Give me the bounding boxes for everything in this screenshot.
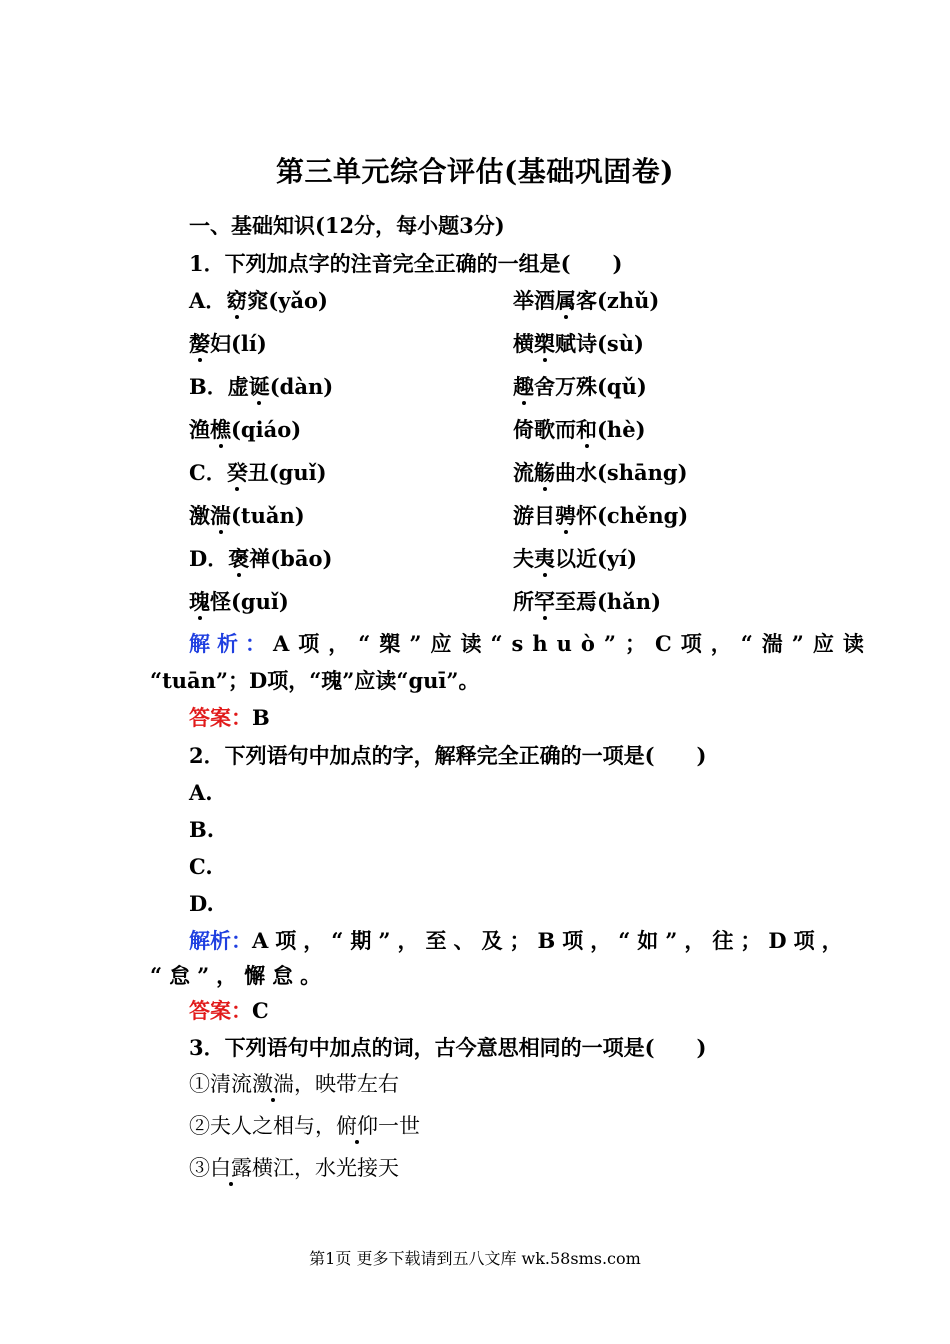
q3-item-3: ③白露横江，水光接天 xyxy=(189,1156,399,1180)
q1-option-c-2: 流觞曲水(shāng) xyxy=(513,460,688,485)
page-title: 第三单元综合评估(基础巩固卷) xyxy=(276,155,674,188)
q1-option-d-2: 夫夷以近(yí) xyxy=(513,546,638,571)
question-2-stem: 2．下列语句中加点的字，解释完全正确的一项是( ) xyxy=(189,743,707,768)
page-footer: 第1页 更多下载请到五八文库 wk.58sms.com xyxy=(309,1249,641,1268)
q3-item-1: ①清流激湍，映带左右 xyxy=(189,1072,399,1096)
q1-analysis-line-1: 解析：A项，“槊”应读“shuò”；C项，“湍”应读 xyxy=(189,631,873,656)
q1-option-a-4: 横槊赋诗(sù) xyxy=(513,331,644,356)
q1-option-c-1: C．癸丑(guǐ) xyxy=(189,460,327,485)
question-1-stem: 1．下列加点字的注音完全正确的一组是( ) xyxy=(189,251,623,276)
q1-option-a-2: 举酒属客(zhǔ) xyxy=(513,288,660,313)
q1-option-d-4: 所罕至焉(hǎn) xyxy=(513,589,662,614)
q2-analysis-line-1: 解析：A项，“期”，至、及；B项，“如”，往；D项， xyxy=(189,928,850,953)
q2-answer: 答案：C xyxy=(189,998,269,1023)
q1-option-b-1: B．虚诞(dàn) xyxy=(189,374,334,399)
q2-analysis-line-2: “怠”，懈怠。 xyxy=(150,963,329,988)
q1-option-d-3: 瑰怪(guǐ) xyxy=(189,589,289,614)
q3-item-2: ②夫人之相与，俯仰一世 xyxy=(189,1114,420,1138)
q1-option-d-1: D．褒禅(bāo) xyxy=(189,546,333,571)
section-heading: 一、基础知识(12分，每小题3分) xyxy=(189,213,505,238)
question-3-stem: 3．下列语句中加点的词，古今意思相同的一项是( ) xyxy=(189,1035,707,1060)
q1-option-b-4: 倚歌而和(hè) xyxy=(513,417,646,442)
q2-option-a: A. xyxy=(189,780,213,805)
q1-answer: 答案：B xyxy=(189,705,270,730)
q1-analysis-line-2: “tuān”；D项，“瑰”应读“guī”。 xyxy=(150,668,480,693)
q1-option-c-3: 激湍(tuǎn) xyxy=(189,503,305,528)
q1-option-c-4: 游目骋怀(chěng) xyxy=(513,503,689,528)
q2-option-b: B. xyxy=(189,817,215,842)
q1-option-a-3: 嫠妇(lí) xyxy=(189,331,267,356)
q1-option-b-3: 渔樵(qiáo) xyxy=(189,417,302,442)
q1-option-a-1: A．窈窕(yǎo) xyxy=(189,288,328,313)
q2-option-d: D. xyxy=(189,891,214,916)
q1-option-b-2: 趣舍万殊(qǔ) xyxy=(513,374,647,399)
q2-option-c: C. xyxy=(189,854,213,879)
